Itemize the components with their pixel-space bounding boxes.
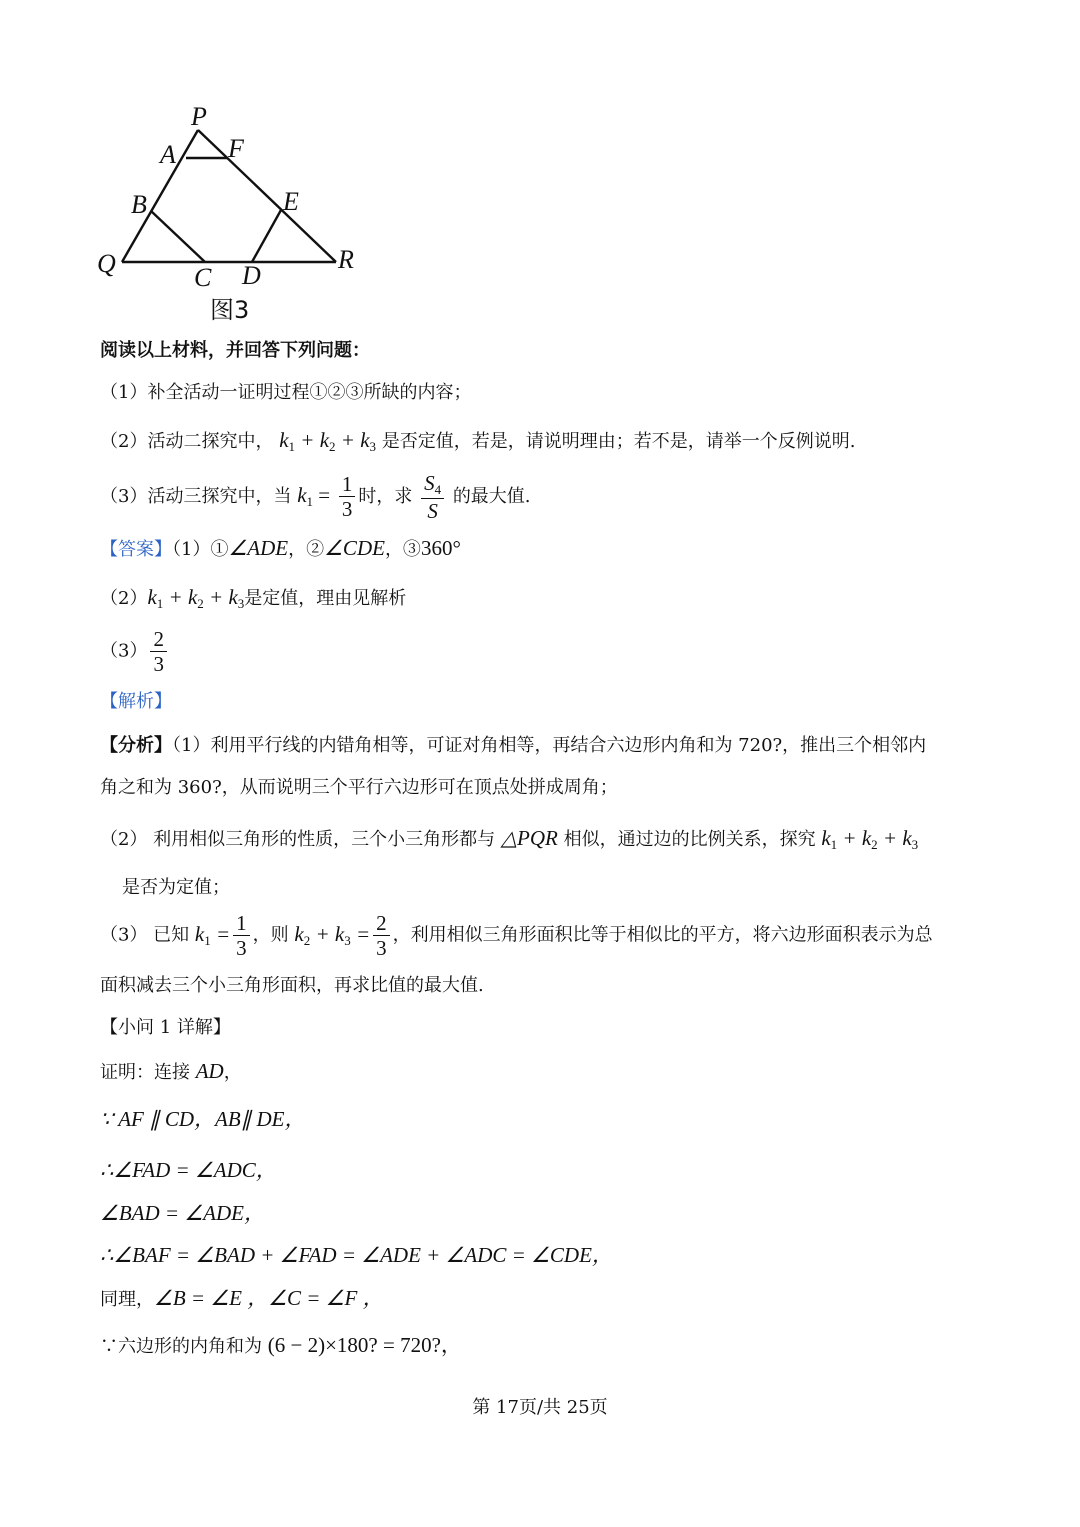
label-b: B — [131, 190, 147, 219]
proof-l1-math: AD — [195, 1059, 224, 1083]
segment-bc — [151, 211, 205, 262]
q2-suffix: 是否定值，若是，请说明理由；若不是，请举一个反例说明. — [381, 431, 856, 452]
proof-line-6 — [100, 1288, 384, 1309]
answer-2 — [100, 587, 406, 610]
analysis-2b: 是否为定值； — [122, 877, 230, 898]
analysis-1 — [100, 737, 926, 755]
proof-l1-prefix: 证明：连接 — [100, 1062, 196, 1083]
analysis-3-prefix: （3） 已知 — [100, 924, 195, 946]
analysis-1-text: （1）利用平行线的内错角相等，可证对角相等，再结合六边形内角和为 720?，推出三个相邻内 — [172, 735, 927, 756]
a3-frac2: $\frac{2}{3}$ — [373, 912, 390, 959]
analysis-2 — [100, 828, 918, 851]
q2-expression: $k_1 + k_2 + k_3$ — [279, 428, 377, 454]
proof-line-4: ∠BAD = ∠ADE， — [100, 1201, 265, 1225]
question-2 — [100, 430, 855, 453]
question-1: （1）补全活动一证明过程①②③所缺的内容； — [100, 382, 472, 403]
proof-line-2: ∵ AF ∥ CD，AB∥ DE， — [100, 1107, 306, 1131]
ans2-prefix: （2） — [100, 588, 148, 609]
analysis-3-mid: ，则 — [252, 924, 295, 946]
page-footer: 第 17页/共 25页 — [472, 1397, 608, 1418]
analysis-label: 【分析】 — [100, 735, 172, 756]
q3-area-ratio: $\frac{S_4}{S}$ — [421, 472, 444, 522]
label-c: C — [194, 263, 212, 292]
question-3 — [100, 472, 531, 522]
proof-l7-math: (6 − 2)×180? = 720?， — [267, 1333, 462, 1357]
proof-l6-prefix: 同理， — [100, 1289, 154, 1310]
analysis-3-suffix: ，利用相似三角形面积比等于相似比的平方，将六边形面积表示为总 — [392, 924, 933, 946]
side-pr — [198, 130, 336, 262]
answer-p3: ，③ — [384, 539, 421, 560]
analysis-2-mid: 相似，通过边的比例关系，探究 — [557, 829, 822, 850]
answer-3 — [100, 628, 170, 675]
intro-text: 阅读以上材料，并回答下列问题： — [100, 340, 370, 361]
analysis-3b: 面积减去三个小三角形面积，再求比值的最大值. — [100, 975, 484, 996]
proof-line-5: ∴∠BAF = ∠BAD + ∠FAD = ∠ADE + ∠ADC = ∠CDE， — [100, 1243, 613, 1267]
q3-mid: 时，求 — [358, 485, 413, 507]
q3-k1: $k_1$ = — [297, 482, 331, 509]
q3-prefix: （3）活动三探究中，当 — [100, 485, 292, 507]
answer-a1: ∠ADE — [228, 536, 289, 560]
answer-a3: 360° — [420, 536, 461, 560]
answer-p1: （1）① — [172, 539, 229, 560]
triangle-diagram — [92, 100, 372, 330]
analysis-2-expression: $k_1 + k_2 + k_3$ — [821, 826, 919, 852]
answer-a2: ∠CDE — [324, 536, 385, 560]
analysis-1b: 角之和为 360?，从而说明三个平行六边形可在顶点处拼成周角； — [100, 777, 618, 798]
answer-p2: ，② — [288, 539, 325, 560]
a3-frac1: $\frac{1}{3}$ — [233, 912, 250, 959]
ans2-expression: $k_1 + k_2 + k_3$ — [147, 585, 245, 611]
label-d: D — [242, 261, 261, 290]
analysis-2-prefix: （2） 利用相似三角形的性质，三个小三角形都与 — [100, 829, 501, 850]
q3-suffix: 的最大值. — [452, 485, 531, 507]
a3-k2k3: $k_2 + k_3$ = — [294, 921, 371, 948]
proof-l1-end: ， — [223, 1062, 242, 1083]
ans3-prefix: （3） — [100, 640, 148, 662]
figure-caption: 图3 — [210, 296, 250, 324]
ans3-fraction: $\frac{2}{3}$ — [150, 628, 167, 675]
label-f: F — [228, 134, 244, 163]
q3-fraction: $\frac{1}{3}$ — [339, 473, 356, 520]
q2-prefix: （2）活动二探究中， — [100, 431, 274, 452]
analysis-heading: 【解析】 — [100, 691, 172, 712]
label-q: Q — [97, 249, 116, 278]
answer-label: 【答案】 — [100, 539, 172, 560]
proof-l7-prefix: ∵六边形的内角和为 — [100, 1336, 268, 1357]
proof-line-1 — [100, 1061, 242, 1082]
a3-k1: $k_1$ = — [194, 921, 231, 948]
ans2-suffix: 是定值，理由见解析 — [244, 588, 407, 609]
label-a: A — [160, 140, 176, 169]
analysis-3 — [100, 912, 933, 959]
triangle-pqr: △PQR — [500, 826, 558, 850]
proof-line-7 — [100, 1335, 462, 1356]
segment-de — [252, 210, 281, 262]
answer-line — [100, 538, 461, 559]
label-r: R — [338, 245, 354, 274]
label-p: P — [191, 102, 207, 131]
label-e: E — [283, 187, 299, 216]
geometry-figure — [92, 100, 372, 330]
proof-l6-math: ∠B = ∠E ，∠C = ∠F ， — [154, 1286, 384, 1310]
subquestion-1-heading: 【小问 1 详解】 — [100, 1017, 231, 1038]
proof-line-3: ∴∠FAD = ∠ADC， — [100, 1158, 277, 1182]
